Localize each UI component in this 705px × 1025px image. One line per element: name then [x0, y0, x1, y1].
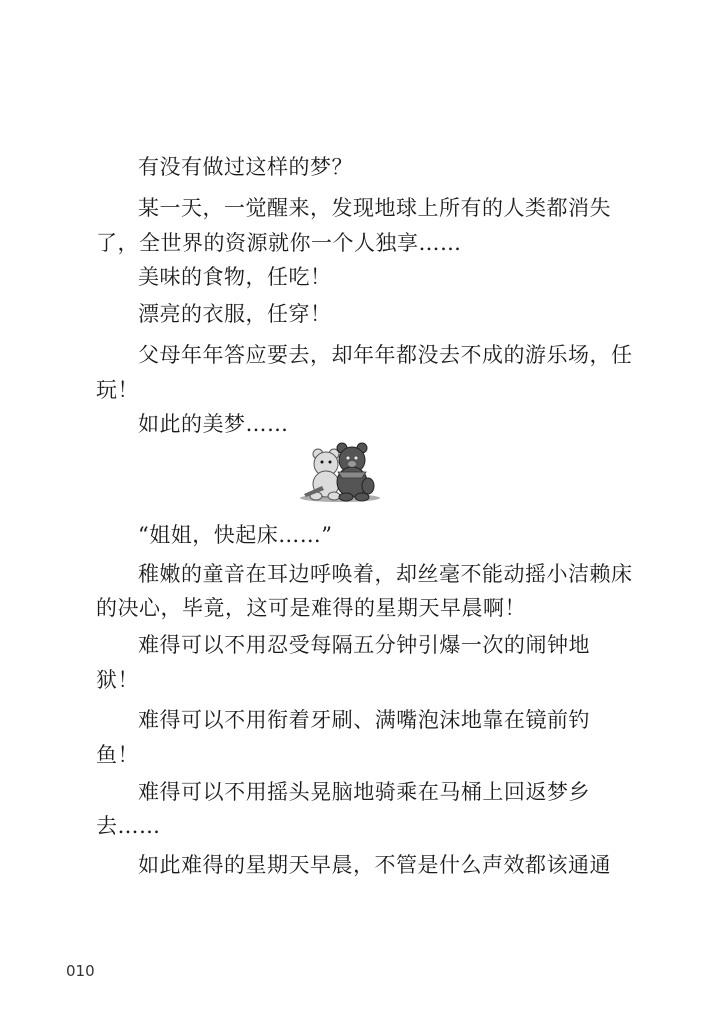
text-line: 有没有做过这样的梦？	[138, 155, 353, 179]
text-line: 稚嫩的童音在耳边呼唤着，却丝毫不能动摇小洁赖床	[138, 562, 633, 586]
text-line: 难得可以不用摇头晃脑地骑乘在马桶上回返梦乡	[138, 780, 590, 804]
text-line: “姐姐，快起床……”	[138, 523, 333, 547]
text-line: 难得可以不用衔着牙刷、满嘴泡沫地靠在镜前钓	[138, 708, 590, 732]
text-line: 了，全世界的资源就你一个人独享……	[96, 231, 462, 255]
text-line: 父母年年答应要去，却年年都没去不成的游乐场，任	[138, 343, 633, 367]
text-line: 鱼！	[96, 743, 139, 767]
text-line: 美味的食物，任吃！	[138, 265, 332, 289]
text-line: 漂亮的衣服，任穿！	[138, 302, 332, 326]
text-line: 去……	[96, 814, 161, 838]
text-line: 玩！	[96, 378, 139, 402]
page-number: 010	[66, 962, 95, 980]
text-line: 某一天，一觉醒来，发现地球上所有的人类都消失	[138, 196, 611, 220]
text-line: 如此的美梦……	[138, 412, 289, 436]
text-line: 如此难得的星期天早晨，不管是什么声效都该通通	[138, 853, 611, 877]
teddy-bears-icon	[296, 440, 384, 504]
text-line: 的决心，毕竟，这可是难得的星期天早晨啊！	[96, 596, 526, 620]
text-line: 难得可以不用忍受每隔五分钟引爆一次的闹钟地	[138, 633, 590, 657]
text-line: 狱！	[96, 668, 139, 692]
